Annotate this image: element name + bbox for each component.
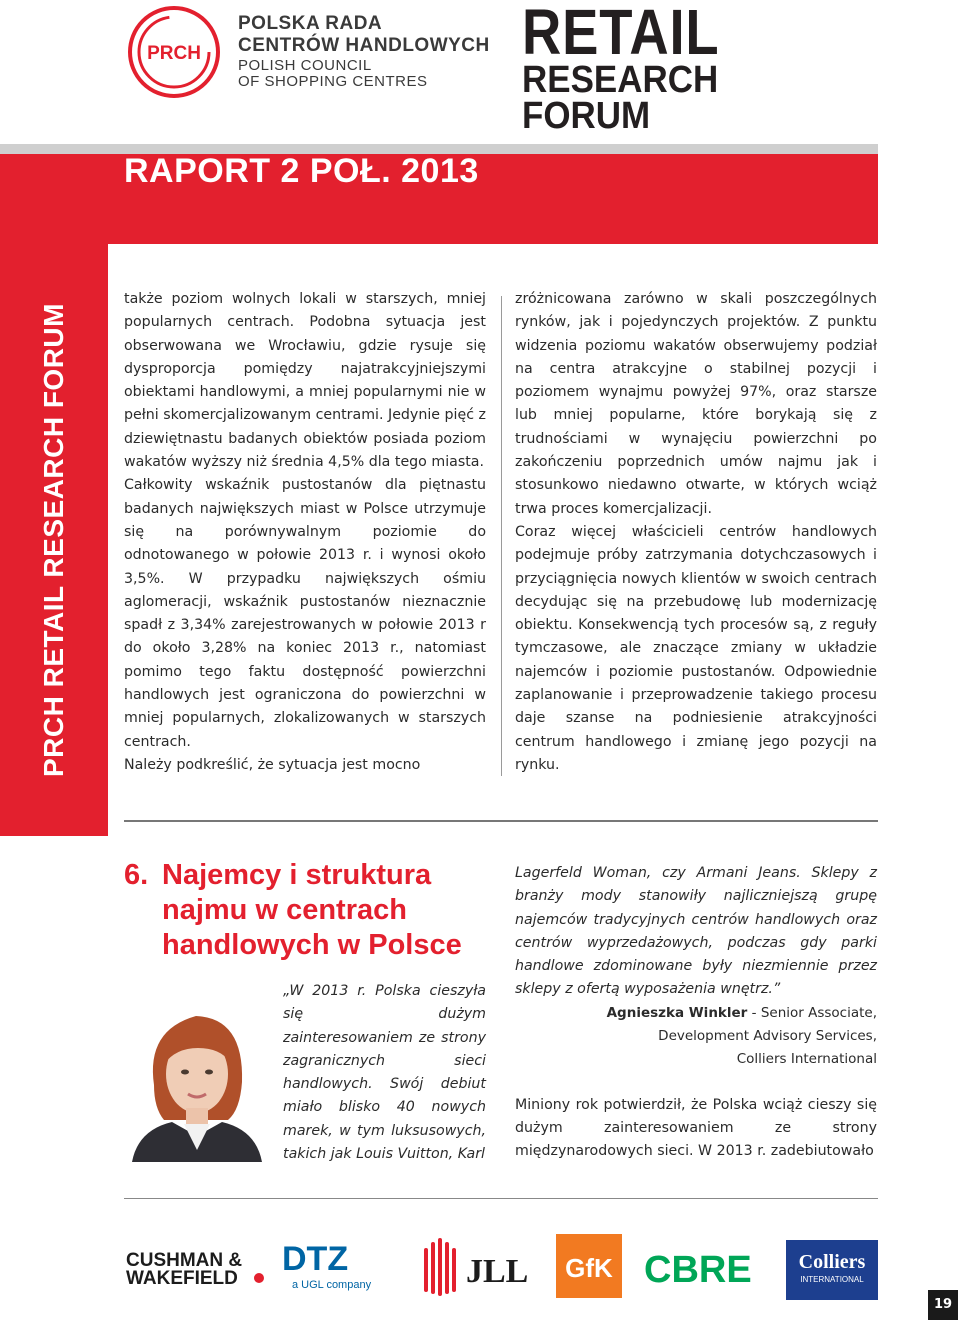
colliers-logo <box>786 1240 878 1300</box>
forum-title <box>522 0 878 137</box>
section-number: 6. <box>124 859 149 891</box>
text-column-left <box>124 288 486 777</box>
prch-logo-text: PRCH <box>147 43 201 64</box>
org-name-en-1: POLISH COUNCIL <box>238 57 372 74</box>
section-title-line: handlowych w Polsce <box>162 929 462 961</box>
side-label: PRCH RETAIL RESEARCH FORUM <box>38 303 69 777</box>
org-name-pl-2: CENTRÓW HANDLOWYCH <box>238 35 490 56</box>
quote-attribution <box>515 1002 877 1072</box>
gfk-logo <box>556 1234 622 1298</box>
cushman-wakefield-logo <box>126 1250 264 1289</box>
text-column-right-lower <box>515 862 877 1164</box>
org-name-en-2: OF SHOPPING CENTRES <box>238 73 428 90</box>
page-number: 19 <box>928 1290 958 1320</box>
section-heading <box>124 858 462 963</box>
paragraph: Miniony rok potwierdził, że Polska wciąż cieszy się dużym zainteresowaniem ze strony międzynarodowych sieci. W 2013 r. zadebiutowało <box>515 1096 877 1160</box>
text-column-right <box>515 288 877 777</box>
jll-text: JLL <box>466 1253 529 1290</box>
prch-logo <box>126 4 222 100</box>
quote-part-2: Lagerfeld Woman, czy Armani Jeans. Sklepy z branży mody stanowiły najliczniejszą grupę najemców tradycyjnych centrów handlowych oraz centrów wyprzedażowych, podczas gdy parki handlowe zdominowane były niezmiennie przez sklepy z ofertą wyposażenia wnętrz.” <box>515 865 877 998</box>
paragraph: Należy podkreślić, że sytuacja jest mocno <box>124 756 421 773</box>
colliers-subtext: INTERNATIONAL <box>800 1275 864 1284</box>
section-divider <box>124 820 878 822</box>
report-title: RAPORT 2 POŁ. 2013 <box>124 152 479 190</box>
author-company: Colliers International <box>736 1051 877 1068</box>
cw-text-1: CUSHMAN & <box>126 1250 243 1271</box>
dtz-subtext: a UGL company <box>292 1279 372 1291</box>
colliers-text: Colliers <box>798 1251 866 1273</box>
partner-logos <box>124 1222 878 1302</box>
paragraph: Coraz więcej właścicieli centrów handlowych podejmuje próby zatrzymania dotychczasowych i przyciągnięcia nowych klientów w swoich centrach decydując się na przebudowę lub modernizację obiektu. Konsekwencją tych procesów są, z reguły tymczasowe, ale znaczące zmiany w układzie najemców i poziomie pustostanów. Odpowiednie zaplanowanie i przeprowadzenie takiego procesu daje szanse na podniesienie atrakcyjności centrum handlowego i zmianę jego pozycji na rynku. <box>515 523 877 773</box>
cbre-text: CBRE <box>644 1249 752 1291</box>
author-department: Development Advisory Services, <box>658 1028 877 1045</box>
jll-logo <box>424 1238 528 1296</box>
paragraph: Całkowity wskaźnik pustostanów dla piętnastu badanych największych miast w Polsce utrzymuje się na porównywalnym poziomie do odnotowanego w połowie 2013 r. i wynosi około 3,5%. W przypadku największych ośmiu aglomeracji, wskaźnik pustostanów nieznacznie spadł z 3,34% zarejestrowanych w połowie 2013 r do około 3,28% na koniec 2013 r., natomiast pomimo tego faktu dostępność powierzchni handlowych jest ograniczona do powierzchni w mniej popularnych, zlokalizowanych w starszych centrach. <box>124 477 486 750</box>
paragraph: także poziom wolnych lokali w starszych, mniej popularnych centrach. Podobna sytuacja jest obserwowana we Wrocławiu, gdzie rysuje się dysproporcja pomiędzy najatrakcyjniejszymi obiektami handlowymi, a mniej popularnymi nie w pełni skomercjalizowanym centrami. Jedynie pięć z dziewiętnastu badanych obiektów posiada poziom wakatów wyższy niż średnia 4,5% dla tego miasta. <box>124 291 486 471</box>
author-role: - Senior Associate, <box>747 1004 877 1021</box>
section-title-line: Najemcy i struktura <box>162 859 432 891</box>
dtz-logo <box>282 1240 372 1291</box>
org-name-pl-1: POLSKA RADA <box>238 13 383 34</box>
column-divider <box>501 296 502 776</box>
organization-name <box>238 14 490 90</box>
portrait-photo <box>124 990 268 1162</box>
section-title-line: najmu w centrach <box>162 894 407 926</box>
cbre-logo <box>644 1249 752 1291</box>
author-name: Agnieszka Winkler <box>606 1004 748 1021</box>
forum-title-line-2: RESEARCH FORUM <box>522 59 719 137</box>
forum-title-line-1: RETAIL <box>522 0 720 68</box>
footer-divider <box>124 1198 878 1199</box>
paragraph: zróżnicowana zarówno w skali poszczególnych rynków, jak i pojedynczych projektów. Z punktu widzenia poziomu wakatów obserwujemy podział na centra atrakcyjne o stabilnej pozycji i poziomem wynajmu powyżej 97%, oraz starsze lub mniej popularne, które borykają się z trudnościami w wynajęciu powierzchni po zakończeniu poprzednich umów najmu jak i stosunkowo niedawno otwarte, w których wciąż trwa proces komercjalizacji. <box>515 291 877 517</box>
dtz-text: DTZ <box>282 1240 349 1278</box>
cw-text-2: WAKEFIELD <box>126 1268 238 1289</box>
gfk-text: GfK <box>565 1253 613 1283</box>
quote-part-1: „W 2013 r. Polska cieszyła się dużym zainteresowaniem ze strony zagranicznych sieci handlowych. Swój debiut miało blisko 40 nowych marek, w tym luksusowych, takich jak Louis Vuitton, Karl <box>283 983 486 1163</box>
